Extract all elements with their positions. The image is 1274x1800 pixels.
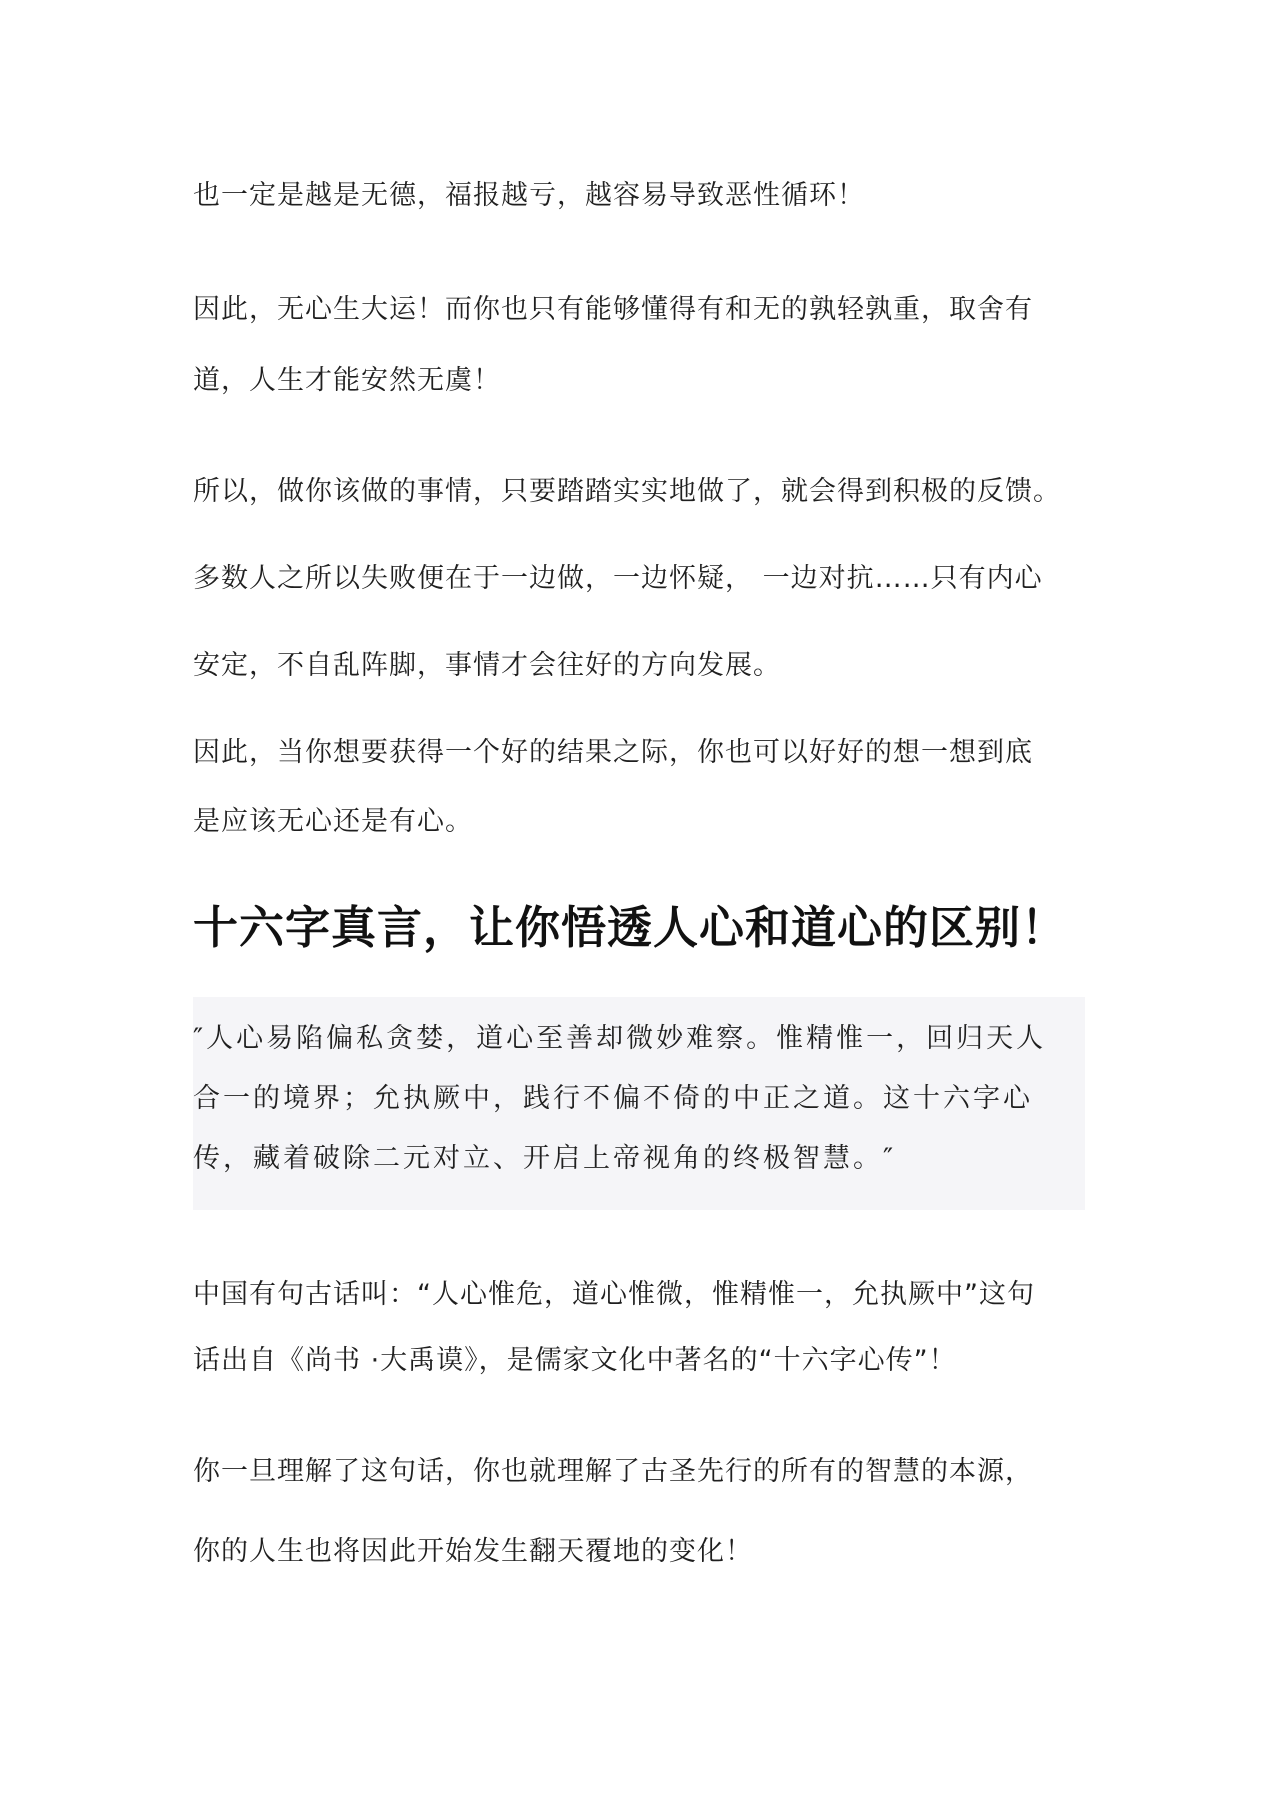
paragraph-line: 多数人之所以失败便在于一边做，一边怀疑， 一边对抗……只有内心 bbox=[193, 563, 1043, 594]
paragraph-5 bbox=[193, 1262, 1093, 1394]
paragraph-line: 中国有句古话叫：“人心惟危，道心惟微，惟精惟一，允执厥中”这句 bbox=[193, 1279, 1035, 1310]
quote-line: 合一的境界；允执厥中，践行不偏不倚的中正之道。这十六字心 bbox=[193, 1083, 1033, 1114]
quote-block bbox=[193, 997, 1085, 1210]
quote-line: 传，藏着破除二元对立、开启上帝视角的终极智慧。″ bbox=[193, 1143, 897, 1174]
paragraph-line: 安定，不自乱阵脚，事情才会往好的方向发展。 bbox=[193, 650, 781, 681]
paragraph-1 bbox=[193, 170, 1093, 222]
paragraph-line: 因此，当你想要获得一个好的结果之际，你也可以好好的想一想到底 bbox=[193, 737, 1033, 768]
paragraph-line: 因此，无心生大运！而你也只有能够懂得有和无的孰轻孰重，取舍有 bbox=[193, 294, 1033, 325]
paragraph-line: 是应该无心还是有心。 bbox=[193, 806, 473, 837]
section-heading: 十六字真言，让你悟透人心和道心的区别！ bbox=[193, 901, 1068, 954]
paragraph-line: 话出自《尚书 ·大禹谟》，是儒家文化中著名的“十六字心传”！ bbox=[193, 1345, 957, 1376]
paragraph-2 bbox=[193, 274, 1093, 416]
paragraph-line: 所以，做你该做的事情，只要踏踏实实地做了，就会得到积极的反馈。 bbox=[193, 476, 1061, 507]
paragraph-3 bbox=[193, 448, 1093, 709]
paragraph-6 bbox=[193, 1432, 1093, 1592]
paragraph-line: 你的人生也将因此开始发生翻天覆地的变化！ bbox=[193, 1536, 753, 1567]
paragraph-line: 你一旦理解了这句话，你也就理解了古圣先行的所有的智慧的本源， bbox=[193, 1456, 1033, 1487]
paragraph-4 bbox=[193, 718, 1093, 856]
quote-line: ″人心易陷偏私贪婪，道心至善却微妙难察。惟精惟一，回归天人 bbox=[193, 1023, 1047, 1054]
paragraph-line: 也一定是越是无德，福报越亏，越容易导致恶性循环！ bbox=[193, 180, 865, 211]
paragraph-line: 道，人生才能安然无虞！ bbox=[193, 365, 501, 396]
